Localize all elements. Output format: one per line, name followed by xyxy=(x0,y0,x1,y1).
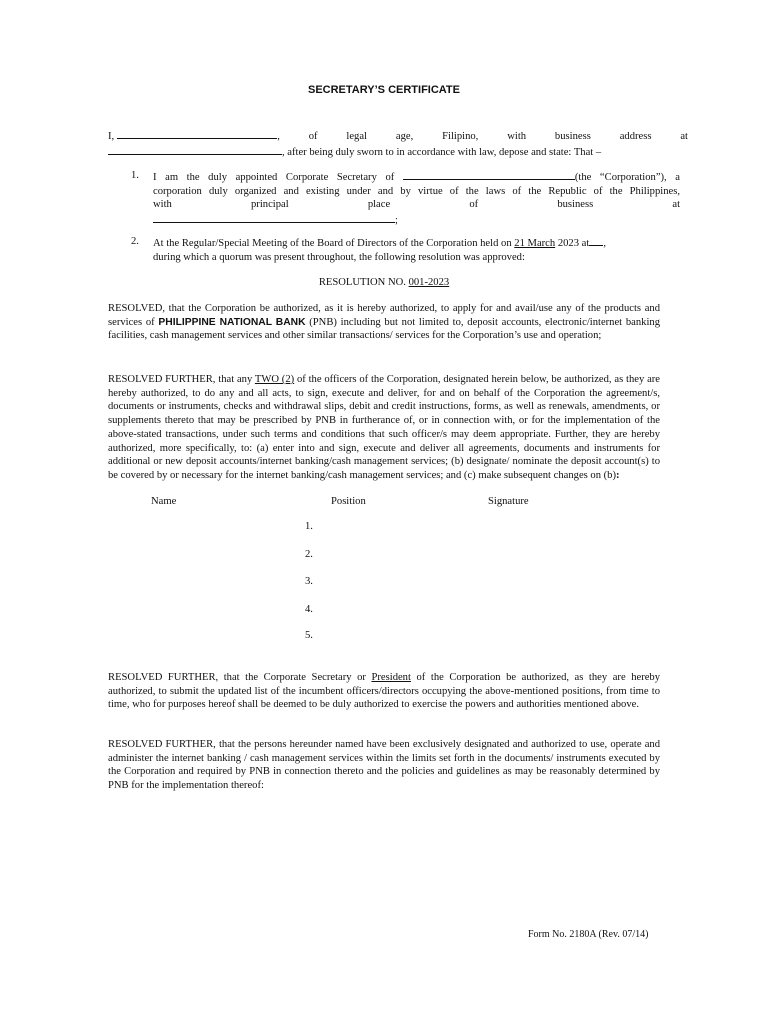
intro-filipino: Filipino, xyxy=(442,131,479,142)
item1-line-3 xyxy=(153,198,680,212)
column-header-name: Name xyxy=(151,496,177,507)
document-title: SECRETARY’S CERTIFICATE xyxy=(308,84,460,96)
intro-of-legal: of legal xyxy=(308,131,368,142)
column-header-signature: Signature xyxy=(488,496,529,507)
item1-line-2: corporation duly organized and existing under and by virtue of the laws of the Republic of the Philippines, xyxy=(153,185,680,197)
resolution-number-value: 001-2023 xyxy=(408,277,450,288)
resolution-number xyxy=(0,276,768,290)
item2-text-a: At the Regular/Special Meeting of the Board of Directors of the Corporation held on xyxy=(153,238,512,249)
signatory-row-1: 1. xyxy=(305,521,313,532)
item1-text-b: (the “Corporation”), a xyxy=(574,172,680,183)
address-blank[interactable] xyxy=(108,144,282,155)
p1-text-b: (PNB) including but not limited to, deposit accounts, electronic/internet banking facilities, cash management services and other similar transactions/ services for the Corporation’s use and operation; xyxy=(108,316,660,342)
item2-at: at xyxy=(581,238,590,249)
p3-president: President xyxy=(371,672,411,683)
item1-at: at xyxy=(672,199,681,211)
item1-place: place xyxy=(367,199,391,211)
item2-line-2: during which a quorum was present throughout, the following resolution was approved: xyxy=(153,251,525,263)
resolved-paragraph-4: RESOLVED FURTHER, that the persons hereunder named have been exclusively designated and authorized to use, operate and administer the internet banking / cash management services within the limits set forth in the documents/ instruments executed by the Corporation and required by PNB in connection thereto and the policies and guidelines as may be reasonably determined by PNB for the implementation thereof: xyxy=(108,739,660,792)
column-header-position: Position xyxy=(331,496,366,507)
intro-after-sworn: , after being duly sworn to in accordance with law, depose and state: That – xyxy=(282,146,602,158)
item1-paragraph xyxy=(153,169,680,228)
item2-number: 2. xyxy=(131,236,139,247)
meeting-year: 2023 xyxy=(557,238,580,249)
signatory-row-2: 2. xyxy=(305,549,313,560)
intro-line-2 xyxy=(108,144,688,160)
signatory-row-4: 4. xyxy=(305,604,313,615)
resolved-paragraph-3 xyxy=(108,671,660,712)
item2-comma: , xyxy=(603,238,606,249)
p2-text-a: RESOLVED FURTHER, that any xyxy=(108,374,253,385)
item1-of: of xyxy=(469,199,479,211)
item1-with: with xyxy=(153,199,172,211)
intro-comma: , xyxy=(277,131,280,142)
resolved-paragraph-1 xyxy=(108,302,660,343)
signatory-row-5: 5. xyxy=(305,630,313,641)
meeting-date: 21 March xyxy=(514,238,556,249)
intro-paragraph xyxy=(108,128,688,159)
name-blank[interactable] xyxy=(117,128,277,139)
signatory-row-3: 3. xyxy=(305,576,313,587)
form-number: Form No. 2180A (Rev. 07/14) xyxy=(528,929,649,940)
resolved-paragraph-2 xyxy=(108,373,660,483)
item1-semicolon: ; xyxy=(395,215,398,227)
p2-text-b: of the officers of the Corporation, designated herein below, be authorized, as they are hereby authorized, to do any and all acts, to sign, execute and deliver, for and on behalf of the Corporation the agreement/s, documents or instruments, checks and withdrawal slips, debit and credit instructions, forms, as well as renewals, amendments, or supplements thereto that may be prescribed by PNB in furtherance of, or in connection with, or for the implementation of the above-stated transactions, under such terms and conditions that such officer/s may deem appropriate. Further, they are hereby authorized, more specifically, to: (a) enter into and sign, execute and deliver all agreements, documents and instruments for additional or new deposit accounts/internet banking/cash management services; (b) designate/ nominate the deposit account(s) to be covered by or necessary for the internet banking/cash management services; and (c) make subsequent changes on (b) xyxy=(108,374,661,481)
p2-colon: : xyxy=(616,469,620,481)
intro-business-address: with business address at xyxy=(507,131,688,142)
meeting-place-blank[interactable] xyxy=(589,235,603,246)
resolution-label: RESOLUTION NO. xyxy=(318,277,406,288)
intro-age: age, xyxy=(395,131,414,142)
corporation-name-blank[interactable] xyxy=(403,169,575,180)
item1-line-4 xyxy=(153,212,680,228)
intro-i: I, xyxy=(108,131,115,142)
intro-line-1 xyxy=(108,128,688,144)
p1-text-a: RESOLVED, that the Corporation be authorized, as it is hereby authorized, to apply for and avail/use any of the products and services of xyxy=(108,303,660,328)
item2-line-1 xyxy=(153,235,680,251)
p3-text-a: RESOLVED FURTHER, that the Corporate Secretary or xyxy=(108,672,366,683)
item1-line-1 xyxy=(153,169,680,185)
bank-name: PHILIPPINE NATIONAL BANK xyxy=(158,316,306,328)
item1-business: business xyxy=(557,199,594,211)
p3-text-b: of the Corporation be authorized, as they are hereby authorized, to submit the updated list of the incumbent officers/directors occupying the above-mentioned positions, from time to time, who for purposes hereof shall be deemed to be duly authorized to exercise the powers and authorities mentioned above. xyxy=(108,672,661,711)
item1-text-a: I am the duly appointed Corporate Secretary of xyxy=(153,172,395,183)
item1-principal: principal xyxy=(251,199,289,211)
p2-two: TWO (2) xyxy=(254,374,295,385)
principal-place-blank[interactable] xyxy=(153,212,395,223)
item2-paragraph xyxy=(153,235,680,264)
item1-number: 1. xyxy=(131,170,139,181)
